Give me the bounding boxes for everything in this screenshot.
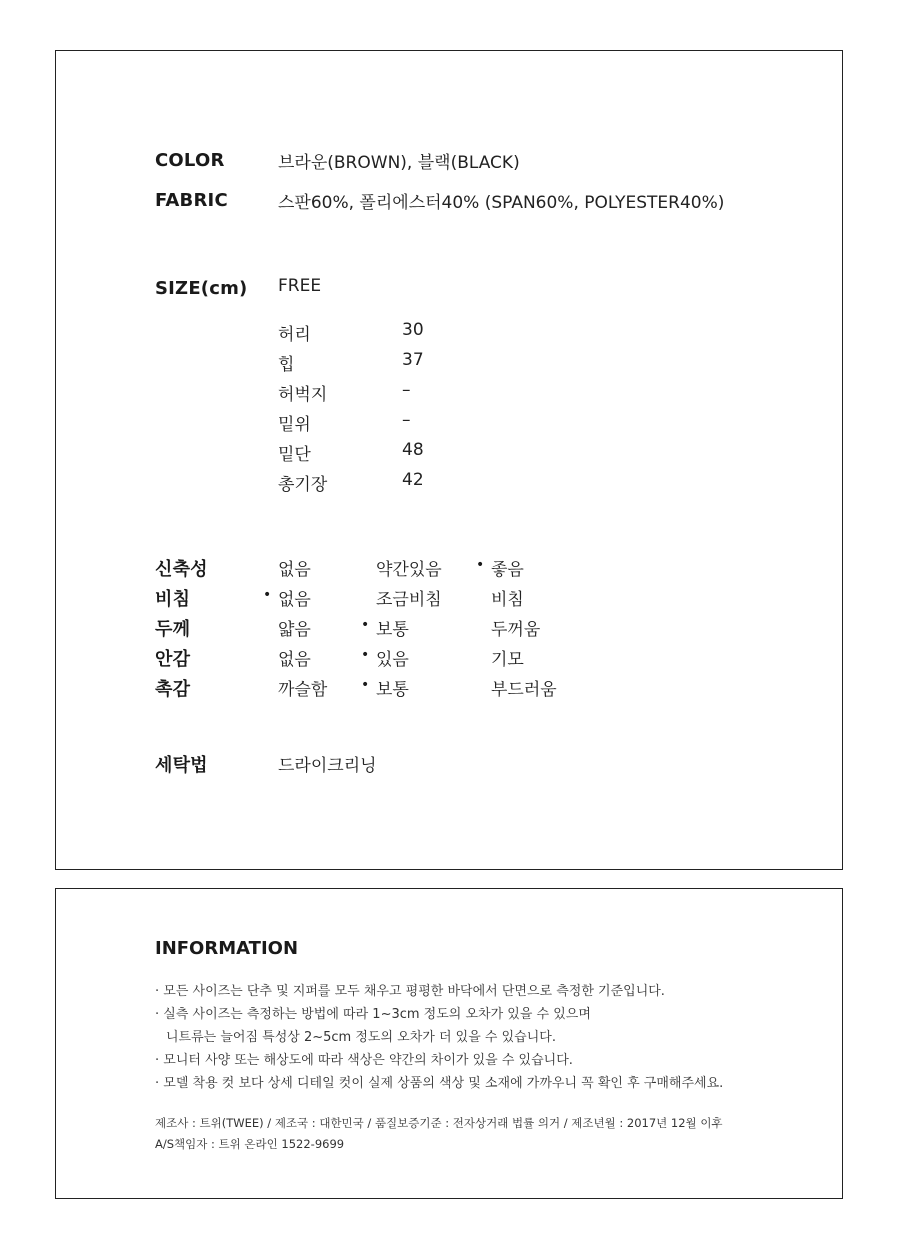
attr-option: 얇음 [278,620,311,640]
attr-option: 까슬함 [278,680,328,700]
size-value: FREE [278,276,322,296]
attr-option: 약간있음 [376,560,442,580]
attr-option: 없음 [278,560,311,580]
attr-option-selected: 보통 [376,620,409,640]
washing-value: 드라이크리닝 [278,756,377,776]
information-line: · 모델 착용 컷 보다 상세 디테일 컷이 실제 상품의 색상 및 소재에 가까우니 꼭 확인 후 구매해주세요. [155,1076,724,1091]
attr-option: 없음 [278,650,311,670]
size-row-name: 밑위 [278,415,311,435]
selected-bullet-icon: • [263,587,272,603]
attr-option-selected: 좋음 [491,560,524,580]
size-row-value: 42 [402,470,424,490]
size-row-value: 48 [402,440,424,460]
size-row-name: 허벅지 [278,385,328,405]
color-value: 브라운(BROWN), 블랙(BLACK) [278,153,520,173]
size-label: SIZE(cm) [155,278,248,299]
information-line: · 모든 사이즈는 단추 및 지퍼를 모두 채우고 평평한 바닥에서 단면으로 측정한 기준입니다. [155,984,665,999]
fabric-label: FABRIC [155,190,228,211]
attr-option: 부드러움 [491,680,557,700]
size-row-name: 허리 [278,325,311,345]
attr-label: 비침 [155,589,191,610]
attr-label: 촉감 [155,679,191,700]
fabric-value: 스판60%, 폴리에스터40% (SPAN60%, POLYESTER40%) [278,193,725,213]
attr-option-selected: 없음 [278,590,311,610]
information-line: 니트류는 늘어짐 특성상 2~5cm 정도의 오차가 더 있을 수 있습니다. [166,1030,556,1045]
size-row-value: – [402,380,411,400]
product-spec-panel [55,50,843,870]
selected-bullet-icon: • [476,557,485,573]
size-row-value: 37 [402,350,424,370]
size-row-name: 총기장 [278,475,328,495]
size-row-name: 밑단 [278,445,311,465]
information-line: · 실측 사이즈는 측정하는 방법에 따라 1~3cm 정도의 오차가 있을 수 있으며 [155,1007,591,1022]
attr-label: 안감 [155,649,191,670]
selected-bullet-icon: • [361,647,370,663]
attr-option: 기모 [491,650,524,670]
selected-bullet-icon: • [361,617,370,633]
attr-option: 비침 [491,590,524,610]
manufacturer-info: 제조사 : 트위(TWEE) / 제조국 : 대한민국 / 품질보증기준 : 전자상거래 법률 의거 / 제조년월 : 2017년 12월 이후 [155,1116,723,1130]
color-label: COLOR [155,150,225,171]
attr-option-selected: 있음 [376,650,409,670]
attr-option: 두꺼움 [491,620,541,640]
washing-label: 세탁법 [155,755,208,776]
size-row-value: 30 [402,320,424,340]
size-row-value: – [402,410,411,430]
attr-label: 신축성 [155,559,208,580]
information-line: · 모니터 사양 또는 해상도에 따라 색상은 약간의 차이가 있을 수 있습니다. [155,1053,573,1068]
size-row-name: 힙 [278,355,295,375]
information-title: INFORMATION [155,938,299,959]
attr-label: 두께 [155,619,191,640]
as-contact-info: A/S책임자 : 트위 온라인 1522-9699 [155,1137,345,1151]
selected-bullet-icon: • [361,677,370,693]
attr-option: 조금비침 [376,590,442,610]
attr-option-selected: 보통 [376,680,409,700]
